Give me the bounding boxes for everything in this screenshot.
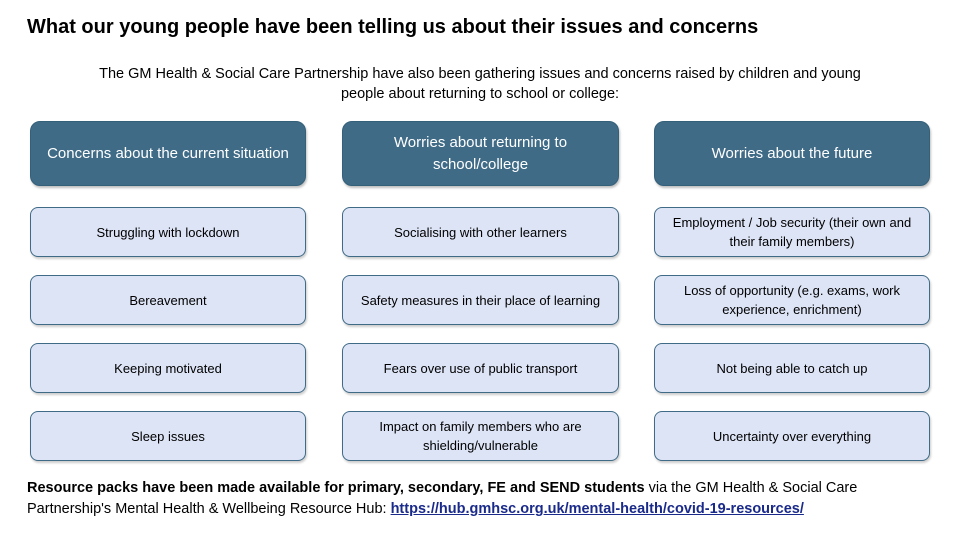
concern-item: Keeping motivated [30,343,306,393]
resource-hub-link[interactable]: https://hub.gmhsc.org.uk/mental-health/covid-19-resources/ [390,501,804,517]
footer-bold-text: Resource packs have been made available for primary, secondary, FE and SEND students [27,480,645,496]
concern-item: Impact on family members who are shielding/vulnerable [342,411,619,461]
footer-note [27,478,927,520]
concern-item: Socialising with other learners [342,207,619,257]
concern-item: Struggling with lockdown [30,207,306,257]
footer-text: via the GM Health & Social Care Partnership's Mental Health & Wellbeing Resource Hub: [27,480,858,517]
concern-item: Employment / Job security (their own and their family members) [654,207,930,257]
concern-item: Fears over use of public transport [342,343,619,393]
concern-item: Loss of opportunity (e.g. exams, work experience, enrichment) [654,275,930,325]
intro-text: The GM Health & Social Care Partnership have also been gathering issues and concerns raised by children and young people about returning to school or college: [99,66,861,102]
concern-item: Uncertainty over everything [654,411,930,461]
concern-item: Safety measures in their place of learning [342,275,619,325]
column-header-returning-to-school: Worries about returning to school/college [342,121,619,186]
concern-item: Bereavement [30,275,306,325]
concern-item: Sleep issues [30,411,306,461]
concern-item: Not being able to catch up [654,343,930,393]
page-title: What our young people have been telling us about their issues and concerns [27,16,759,38]
column-header-future: Worries about the future [654,121,930,186]
column-header-current-situation: Concerns about the current situation [30,121,306,186]
